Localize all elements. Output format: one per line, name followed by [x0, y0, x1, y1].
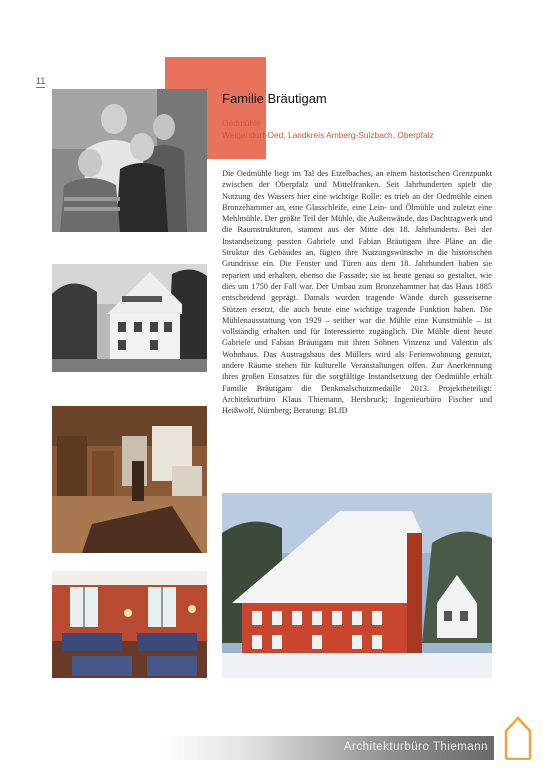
subtitle-location-name: Oedmühle	[222, 118, 261, 128]
article-subtitle	[222, 118, 512, 141]
article-body: Die Oedmühle liegt im Tal des Etzelbaches, an einem historischen Grenzpunkt zwischen der Oberpfalz und Mittelfranken. Seit Jahrhunderten spielt die Nutzung des Wassers hier eine wichtige Rolle: es trieb an der Oedmühle einen Bronzehammer an, eine Glasschleife, eine Lein- und Ölmühle und zuletzt eine Mehlmühle. Der größte Teil der Mühle, die Außenwände, das Dachtragwerk und die Raumstrukturen, stammt aus der Mitte des 18. Jahrhunderts. Bei der Instandsetzung passten Gabriele und Fabian Bräutigam ihre Pläne an die Struktur des Gebäudes an, fügten ihre Nutzungswünsche in die historischen Grundrisse ein. Die Fenster und Türen aus dem 18. Jahrhundert haben sie repariert und erhalten, ebenso die Fassade; sie ist heute genau so gestaltet, wie dies um 1750 der Fall war. Der Umbau zum Bronzehammer hat das Haus 1885 entscheidend geprägt. Damals wurden tragende Wände durch gusseiserne Stützen ersetzt, die auch heute eine wichtige tragende Funktion haben. Die Mühlenausstattung von 1929 – seither war die Mühle eine Kunstmühle – ist vollständig erhalten und für Interessierte zugänglich. Die Mühle dient heute Gabriele und Fabian Bräutigam mit ihren Söhnen Vinzenz und Valentin als Wohnhaus. Das Austragshaus des Müllers wird als Ferienwohnung genutzt, andere Räume stehen für kulturelle Veranstaltungen offen. Zur Anerkennung ihres großen Einsatzes für die sorgfältige Instandsetzung der Oedmühle erhält Familie Bräutigam die Denkmalschutzmedaille 2013. Projektbeteiligt: Architekturbüro Klaus Thiemann, Hersbruck; Ingenieurbüro Fischer und Heißwolf, Nürnberg; Beratung: BLfD	[222, 169, 492, 416]
footer-brand: Architekturbüro Thiemann	[343, 741, 488, 753]
house-logo-icon	[503, 715, 533, 760]
article-title: Familie Bräutigam	[222, 91, 327, 106]
page-number: 11	[36, 76, 46, 86]
historic-mill-photo	[52, 264, 207, 372]
family-portrait-photo	[52, 89, 207, 232]
mill-winter-photo	[222, 493, 492, 678]
footer-bar	[160, 736, 494, 760]
subtitle-location-address: Weigendorf-Oed, Landkreis Amberg-Sulzbach, Oberpfalz	[222, 129, 434, 140]
mill-interior-photo	[52, 406, 207, 553]
dining-room-photo	[52, 571, 207, 678]
